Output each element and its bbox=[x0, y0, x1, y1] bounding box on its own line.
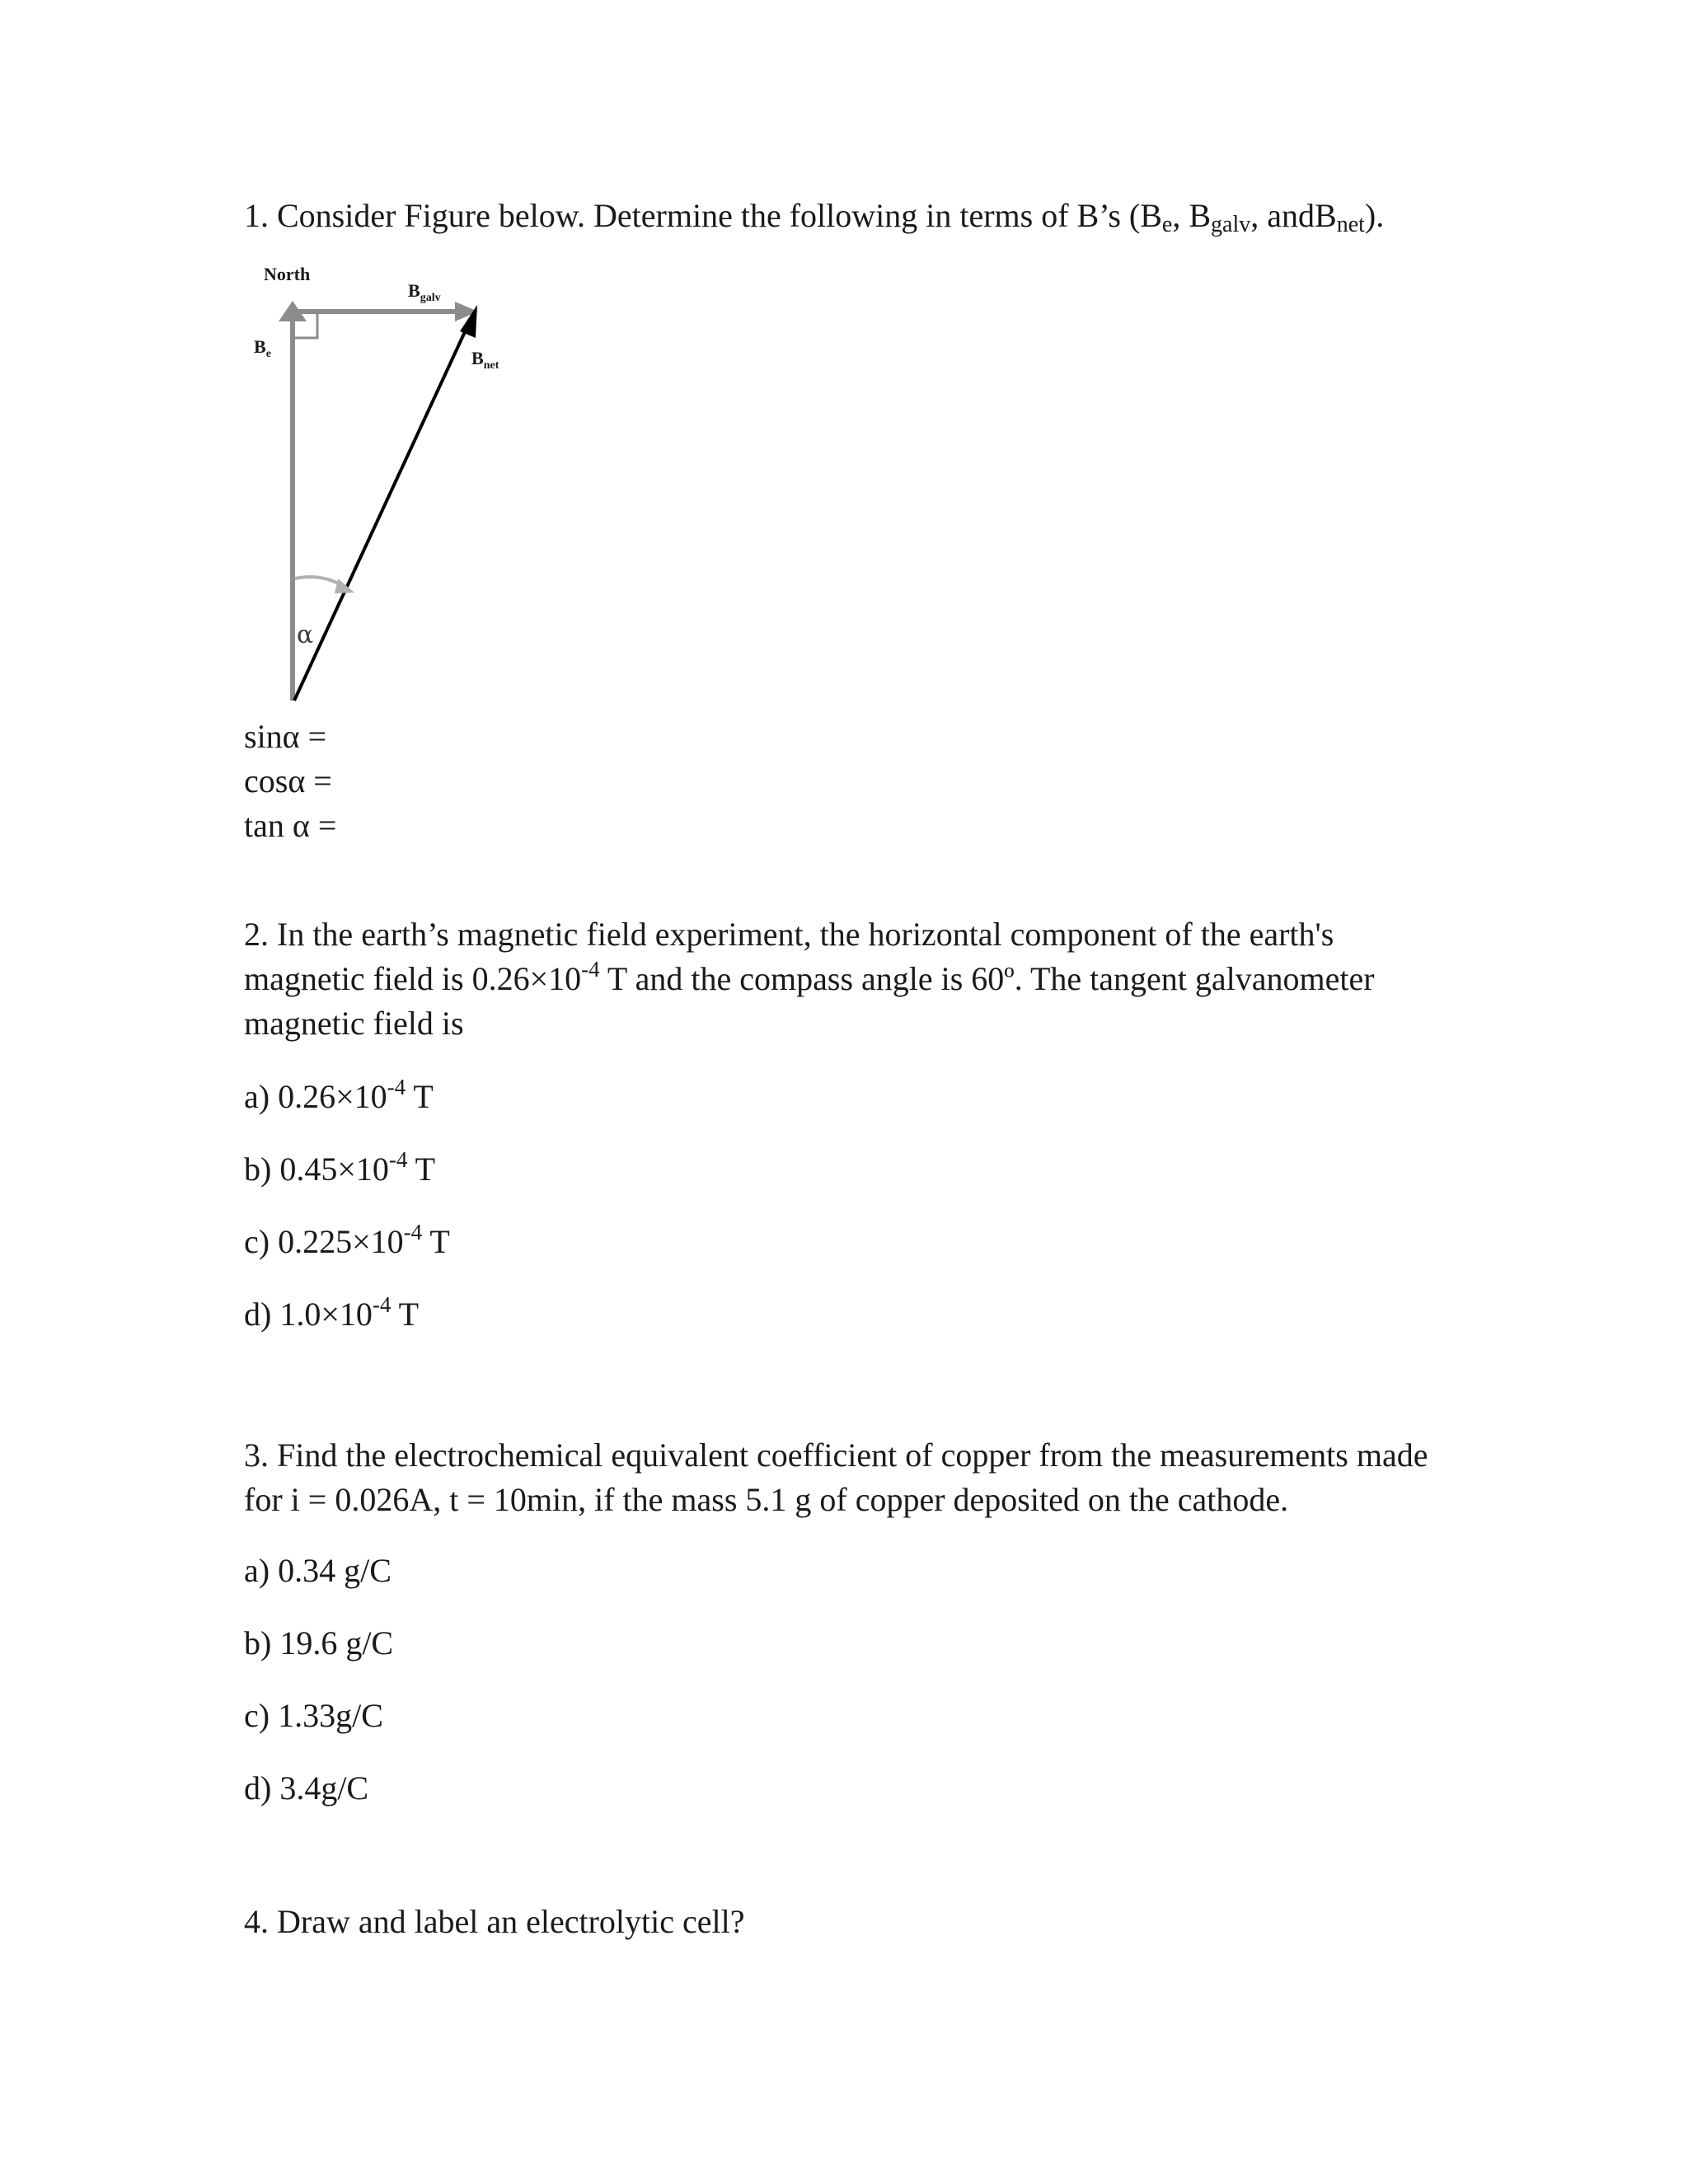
tan-alpha-equation: tan α = bbox=[244, 807, 337, 844]
question-2-line-2: magnetic field is $0.26\times 10^{-4}$ T and the compass angle is 60º. The tangent galvanometer bbox=[244, 957, 1375, 997]
question-2-line-3: magnetic field is bbox=[244, 1005, 464, 1042]
question-3-option-b: b) 19.6 g/C bbox=[244, 1624, 394, 1661]
question-3-option-d: d) 3.4g/C bbox=[244, 1769, 369, 1807]
alpha-label: α bbox=[297, 621, 314, 649]
bnet-label: $B_{net}$ bbox=[471, 348, 499, 372]
question-4-text: 4. Draw and label an electrolytic cell? bbox=[244, 1903, 745, 1940]
question-3-line-1: 3. Find the electrochemical equivalent coefficient of copper from the measurements made bbox=[244, 1436, 1428, 1474]
sin-alpha-equation: sinα = bbox=[244, 718, 327, 755]
cos-alpha-equation: cosα = bbox=[244, 762, 332, 799]
question-3-option-a: a) 0.34 g/C bbox=[244, 1552, 392, 1589]
question-1-stem: 1. Consider Figure below. Determine the following in terms of B’s ($B_e$, $B_{galv}$, andB$_{net}$). bbox=[244, 197, 1385, 237]
be-label: $B_e$ bbox=[254, 336, 271, 360]
bgalv-label: $B_{galv}$ bbox=[408, 280, 441, 304]
question-2-option-a: a) $0.26\times 10^{-4}$ T bbox=[244, 1075, 434, 1115]
question-2-option-c: c) $0.225\times 10^{-4}$ T bbox=[244, 1220, 450, 1260]
north-label: North bbox=[264, 264, 311, 284]
magnetic-field-vector-diagram bbox=[239, 255, 536, 717]
question-2-option-d: d) $1.0\times 10^{-4}$ T bbox=[244, 1292, 420, 1333]
question-3-option-c: c) 1.33g/C bbox=[244, 1697, 383, 1734]
question-2-line-1: 2. In the earth’s magnetic field experiment, the horizontal component of the earth's bbox=[244, 916, 1334, 953]
question-2-option-b: b) $0.45\times 10^{-4}$ T bbox=[244, 1147, 436, 1188]
question-3-line-2: for i = 0.026A, t = 10min, if the mass 5.1 g of copper deposited on the cathode. bbox=[244, 1481, 1289, 1518]
bnet-vector bbox=[294, 325, 468, 701]
